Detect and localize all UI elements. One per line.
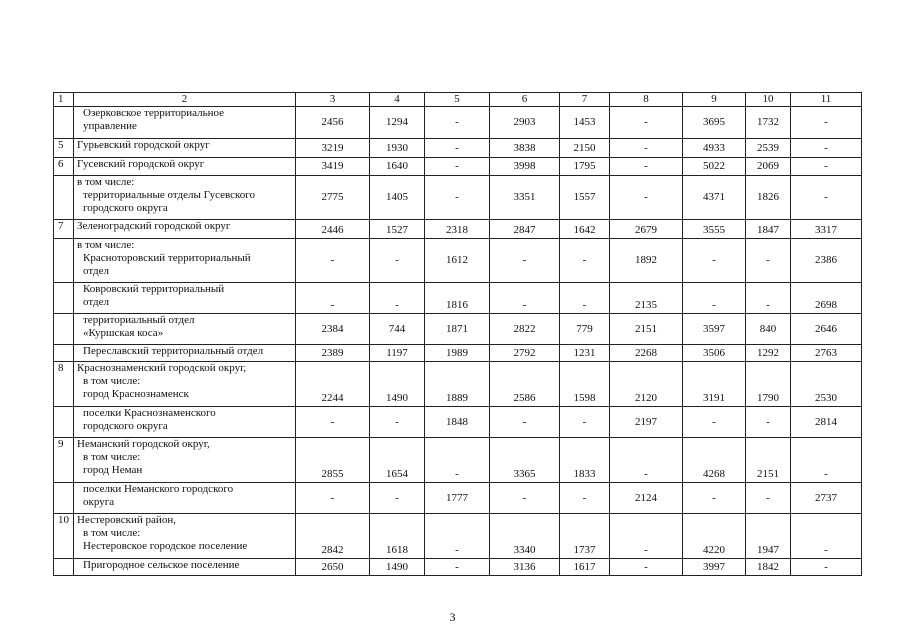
page-number: 3 [449, 610, 456, 624]
value-cell: - [296, 283, 370, 314]
value-cell: 2120 [610, 362, 683, 407]
value-cell: - [746, 407, 791, 438]
value-cell: 1790 [746, 362, 791, 407]
value-cell: 2679 [610, 220, 683, 239]
table-row [54, 283, 862, 314]
value-cell: 1737 [560, 514, 610, 559]
value-cell: - [560, 239, 610, 283]
value-cell: 2386 [791, 239, 862, 283]
table-row [54, 559, 862, 576]
value-cell: 1598 [560, 362, 610, 407]
value-cell: 1557 [560, 176, 610, 220]
value-cell: 1777 [425, 483, 490, 514]
value-cell: 1654 [370, 438, 425, 483]
row-name-line: поселки Краснознаменского [83, 407, 216, 419]
row-name-line: территориальный отдел [83, 314, 195, 326]
value-cell: 1847 [746, 220, 791, 239]
value-cell: - [560, 407, 610, 438]
row-number-cell [54, 407, 74, 438]
row-name-cell [74, 139, 296, 158]
value-cell: 1292 [746, 345, 791, 362]
row-name-line: Ковровский территориальный [83, 283, 225, 295]
row-name-line: Гусевский городской округ [77, 158, 205, 170]
row-name-cell [74, 176, 296, 220]
table-row [54, 345, 862, 362]
value-cell: 1889 [425, 362, 490, 407]
value-cell: 3555 [683, 220, 746, 239]
header-cell: 2 [74, 93, 296, 107]
header-cell: 5 [425, 93, 490, 107]
value-cell: 2539 [746, 139, 791, 158]
value-cell: 2822 [490, 314, 560, 345]
value-cell: 4220 [683, 514, 746, 559]
header-cell: 3 [296, 93, 370, 107]
value-cell: - [610, 438, 683, 483]
value-cell: 3597 [683, 314, 746, 345]
value-cell: - [610, 514, 683, 559]
row-name-line: Краснознаменский городской округ, [77, 362, 247, 374]
row-name-line: отдел [83, 296, 109, 308]
value-cell: 2318 [425, 220, 490, 239]
row-name-line: в том числе: [83, 527, 141, 539]
table-row [54, 483, 862, 514]
row-name-line: Гурьевский городской округ [77, 139, 210, 151]
table-row [54, 176, 862, 220]
value-cell: - [560, 283, 610, 314]
value-cell: - [490, 407, 560, 438]
row-name-line: в том числе: [77, 176, 135, 188]
row-number-cell: 10 [54, 514, 74, 559]
row-number-cell [54, 314, 74, 345]
row-name-line: Пригородное сельское поселение [83, 559, 240, 571]
value-cell: 4371 [683, 176, 746, 220]
value-cell: - [425, 559, 490, 576]
value-cell: 2650 [296, 559, 370, 576]
value-cell: - [370, 407, 425, 438]
row-name-cell [74, 407, 296, 438]
table-body [54, 93, 862, 576]
row-name-line: Нестеровское городское поселение [83, 540, 248, 552]
table-row [54, 158, 862, 176]
row-name-line: Красноторовский территориальный [83, 252, 251, 264]
row-name-cell [74, 345, 296, 362]
value-cell: - [610, 107, 683, 139]
value-cell: 1231 [560, 345, 610, 362]
value-cell: 2135 [610, 283, 683, 314]
row-name-line: Зеленоградский городской округ [77, 220, 231, 232]
row-name-cell [74, 283, 296, 314]
row-name-cell [74, 483, 296, 514]
row-name-line: управление [83, 120, 137, 132]
row-number-cell [54, 345, 74, 362]
row-number-cell [54, 559, 74, 576]
value-cell: - [425, 158, 490, 176]
value-cell: 2903 [490, 107, 560, 139]
value-cell: - [560, 483, 610, 514]
value-cell: 1930 [370, 139, 425, 158]
row-name-line: Нестеровский район, [77, 514, 176, 526]
value-cell: 2244 [296, 362, 370, 407]
row-name-line: в том числе: [83, 451, 141, 463]
value-cell: - [791, 559, 862, 576]
value-cell: - [490, 283, 560, 314]
value-cell: 4268 [683, 438, 746, 483]
value-cell: 1947 [746, 514, 791, 559]
value-cell: 2842 [296, 514, 370, 559]
value-cell: - [791, 139, 862, 158]
value-cell: - [683, 407, 746, 438]
row-number-cell: 8 [54, 362, 74, 407]
value-cell: 1871 [425, 314, 490, 345]
value-cell: - [746, 239, 791, 283]
value-cell: 2775 [296, 176, 370, 220]
row-name-cell [74, 559, 296, 576]
value-cell: 5022 [683, 158, 746, 176]
value-cell: - [683, 239, 746, 283]
value-cell: 3998 [490, 158, 560, 176]
value-cell: 3317 [791, 220, 862, 239]
value-cell: 840 [746, 314, 791, 345]
value-cell: 1294 [370, 107, 425, 139]
row-name-line: городского округа [83, 420, 168, 432]
row-name-line: в том числе: [83, 375, 141, 387]
row-name-line: в том числе: [77, 239, 135, 251]
row-name-cell [74, 107, 296, 139]
value-cell: - [610, 158, 683, 176]
value-cell: 744 [370, 314, 425, 345]
row-number-cell [54, 239, 74, 283]
value-cell: 1732 [746, 107, 791, 139]
table-row [54, 514, 862, 559]
row-name-line: городского округа [83, 202, 168, 214]
value-cell: - [610, 176, 683, 220]
value-cell: 1612 [425, 239, 490, 283]
row-number-cell: 5 [54, 139, 74, 158]
value-cell: - [370, 239, 425, 283]
value-cell: - [490, 483, 560, 514]
value-cell: 2763 [791, 345, 862, 362]
row-name-line: город Краснознаменск [83, 388, 189, 400]
value-cell: 1795 [560, 158, 610, 176]
value-cell: - [791, 438, 862, 483]
value-cell: 2814 [791, 407, 862, 438]
value-cell: 3419 [296, 158, 370, 176]
value-cell: - [370, 483, 425, 514]
value-cell: 2268 [610, 345, 683, 362]
value-cell: 2792 [490, 345, 560, 362]
header-cell: 4 [370, 93, 425, 107]
value-cell: 1892 [610, 239, 683, 283]
value-cell: 1197 [370, 345, 425, 362]
value-cell: - [425, 176, 490, 220]
table-row [54, 407, 862, 438]
row-number-cell [54, 483, 74, 514]
header-cell: 10 [746, 93, 791, 107]
value-cell: 1816 [425, 283, 490, 314]
value-cell: - [610, 139, 683, 158]
table-row [54, 314, 862, 345]
value-cell: 1527 [370, 220, 425, 239]
value-cell: 2151 [610, 314, 683, 345]
value-cell: 2847 [490, 220, 560, 239]
row-name-cell [74, 362, 296, 407]
value-cell: 2389 [296, 345, 370, 362]
value-cell: 2855 [296, 438, 370, 483]
value-cell: 3191 [683, 362, 746, 407]
row-name-line: Неманский городской округ, [77, 438, 210, 450]
row-number-cell [54, 176, 74, 220]
table-row [54, 220, 862, 239]
row-name-line: «Куршская коса» [83, 327, 164, 339]
value-cell: 2530 [791, 362, 862, 407]
value-cell: 3340 [490, 514, 560, 559]
value-cell: 1642 [560, 220, 610, 239]
table-row [54, 362, 862, 407]
header-cell: 1 [54, 93, 74, 107]
value-cell: - [425, 438, 490, 483]
row-name-cell [74, 514, 296, 559]
row-name-line: Переславский территориальный отдел [83, 345, 264, 357]
table-row [54, 239, 862, 283]
value-cell: 2197 [610, 407, 683, 438]
value-cell: - [296, 483, 370, 514]
row-name-line: Озерковское территориальное [83, 107, 225, 119]
row-name-line: город Неман [83, 464, 143, 476]
row-name-line: отдел [83, 265, 109, 277]
value-cell: - [425, 514, 490, 559]
value-cell: - [791, 107, 862, 139]
value-cell: 1826 [746, 176, 791, 220]
table-row [54, 107, 862, 139]
value-cell: - [791, 176, 862, 220]
value-cell: 1848 [425, 407, 490, 438]
value-cell: - [746, 283, 791, 314]
header-cell: 6 [490, 93, 560, 107]
value-cell: - [490, 239, 560, 283]
value-cell: 1617 [560, 559, 610, 576]
value-cell: - [791, 514, 862, 559]
value-cell: 3838 [490, 139, 560, 158]
value-cell: 3219 [296, 139, 370, 158]
data-table [53, 92, 862, 576]
value-cell: 779 [560, 314, 610, 345]
value-cell: - [791, 158, 862, 176]
value-cell: - [425, 107, 490, 139]
row-name-cell [74, 158, 296, 176]
value-cell: 4933 [683, 139, 746, 158]
row-name-line: округа [83, 496, 115, 508]
value-cell: 3351 [490, 176, 560, 220]
value-cell: - [610, 559, 683, 576]
header-cell: 8 [610, 93, 683, 107]
header-cell: 11 [791, 93, 862, 107]
header-row [54, 93, 862, 107]
value-cell: 1405 [370, 176, 425, 220]
value-cell: 1842 [746, 559, 791, 576]
value-cell: 3506 [683, 345, 746, 362]
value-cell: - [683, 483, 746, 514]
value-cell: 2384 [296, 314, 370, 345]
value-cell: - [370, 283, 425, 314]
header-cell: 9 [683, 93, 746, 107]
header-cell: 7 [560, 93, 610, 107]
value-cell: 2737 [791, 483, 862, 514]
value-cell: - [425, 139, 490, 158]
value-cell: 2586 [490, 362, 560, 407]
row-number-cell [54, 283, 74, 314]
value-cell: 3365 [490, 438, 560, 483]
value-cell: 1453 [560, 107, 610, 139]
row-name-line: поселки Неманского городского [83, 483, 234, 495]
value-cell: 1989 [425, 345, 490, 362]
row-name-cell [74, 220, 296, 239]
value-cell: 2151 [746, 438, 791, 483]
value-cell: 3997 [683, 559, 746, 576]
row-name-cell [74, 239, 296, 283]
value-cell: 2456 [296, 107, 370, 139]
value-cell: - [746, 483, 791, 514]
value-cell: 2150 [560, 139, 610, 158]
value-cell: 2646 [791, 314, 862, 345]
value-cell: - [296, 239, 370, 283]
row-number-cell: 6 [54, 158, 74, 176]
row-name-cell [74, 438, 296, 483]
value-cell: 1490 [370, 559, 425, 576]
value-cell: 1640 [370, 158, 425, 176]
row-name-line: территориальные отделы Гусевского [83, 189, 256, 201]
value-cell: 2446 [296, 220, 370, 239]
value-cell: 2069 [746, 158, 791, 176]
value-cell: 3695 [683, 107, 746, 139]
value-cell: 1490 [370, 362, 425, 407]
row-name-cell [74, 314, 296, 345]
row-number-cell [54, 107, 74, 139]
value-cell: 1833 [560, 438, 610, 483]
value-cell: 1618 [370, 514, 425, 559]
row-number-cell: 7 [54, 220, 74, 239]
value-cell: 3136 [490, 559, 560, 576]
value-cell: 2124 [610, 483, 683, 514]
table-row [54, 438, 862, 483]
value-cell: - [683, 283, 746, 314]
value-cell: 2698 [791, 283, 862, 314]
row-number-cell: 9 [54, 438, 74, 483]
table-row [54, 139, 862, 158]
value-cell: - [296, 407, 370, 438]
